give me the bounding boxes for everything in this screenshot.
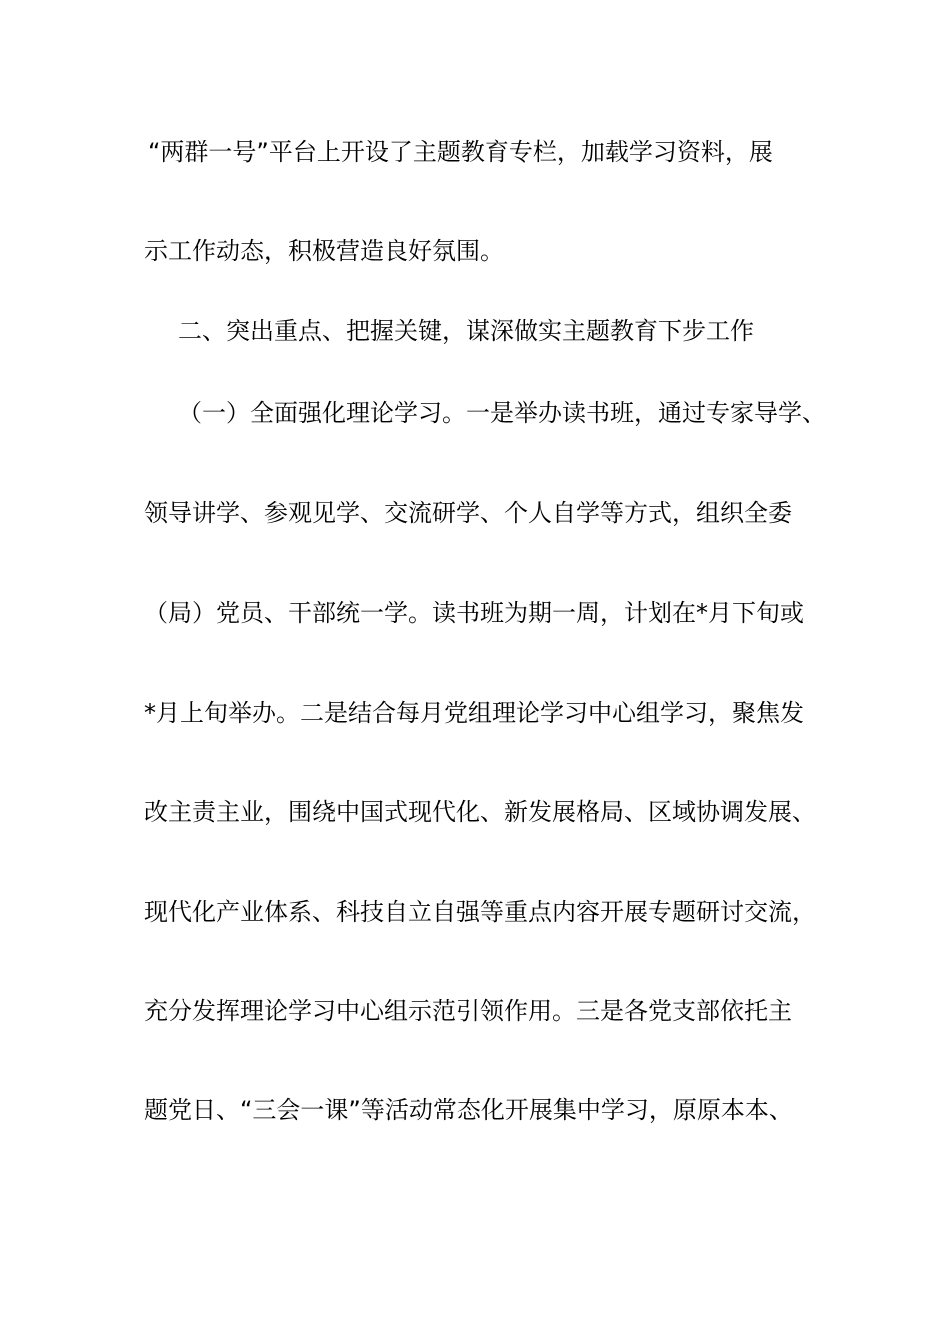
text-line-7: *月上旬举办。二是结合每月党组理论学习中心组学习，聚焦发 [144, 699, 804, 727]
text-line-2: 示工作动态，积极营造良好氛围。 [144, 237, 504, 265]
subsection-heading-line: （一）全面强化理论学习。一是举办读书班，通过专家导学、 [178, 399, 826, 427]
text-line-9: 现代化产业体系、科技自立自强等重点内容开展专题研讨交流， [144, 898, 816, 926]
text-line-6: （局）党员、干部统一学。读书班为期一周，计划在*月下旬或 [144, 599, 804, 627]
text-line-10: 充分发挥理论学习中心组示范引领作用。三是各党支部依托主 [144, 997, 792, 1025]
section-heading: 二、突出重点、把握关键，谋深做实主题教育下步工作 [178, 317, 754, 345]
text-line-1: “两群一号”平台上开设了主题教育专栏，加载学习资料，展 [148, 138, 773, 166]
text-line-11: 题党日、“三会一课”等活动常态化开展集中学习，原原本本、 [144, 1096, 793, 1124]
text-line-5: 领导讲学、参观见学、交流研学、个人自学等方式，组织全委 [144, 499, 792, 527]
text-line-8: 改主责主业，围绕中国式现代化、新发展格局、区域协调发展、 [144, 798, 816, 826]
